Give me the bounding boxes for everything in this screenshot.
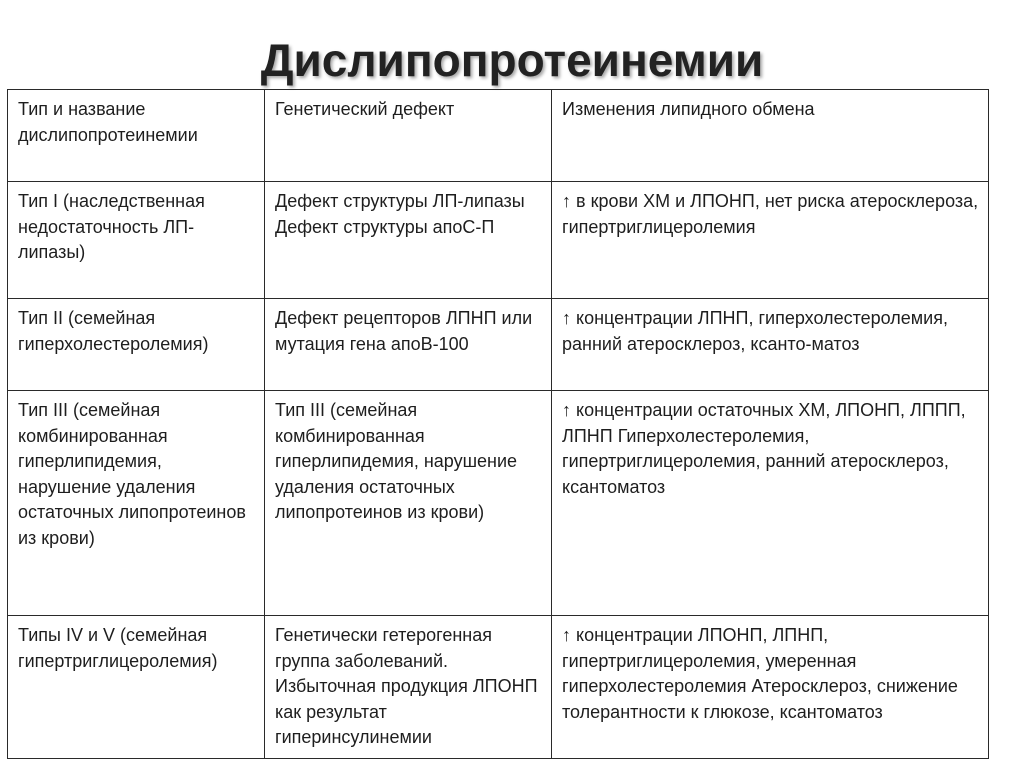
cell-genetic-defect: Дефект структуры ЛП-липазы Дефект структуры апоС-П [265, 182, 552, 299]
table-row [8, 182, 989, 299]
table-row [8, 299, 989, 391]
header-type-name: Тип и название дислипопротеинемии [8, 90, 265, 182]
cell-lipid-changes: ↑ концентрации остаточных ХМ, ЛПОНП, ЛППП, ЛПНП Гиперхолестеролемия, гипертриглицеролемия, ранний атеросклероз, ксантоматоз [552, 391, 989, 616]
cell-type: Типы IV и V (семейная гипертриглицеролемия) [8, 616, 265, 759]
page-title: Дислипопротеинемии [260, 34, 764, 86]
table-row [8, 616, 989, 759]
header-lipid-changes: Изменения липидного обмена [552, 90, 989, 182]
cell-type: Тип I (наследственная недостаточность ЛП-липазы) [8, 182, 265, 299]
cell-genetic-defect: Тип III (семейная комбинированная гиперлипидемия, нарушение удаления остаточных липопротеинов из крови) [265, 391, 552, 616]
header-genetic-defect: Генетический дефект [265, 90, 552, 182]
cell-type: Тип III (семейная комбинированная гиперлипидемия, нарушение удаления остаточных липопротеинов из крови) [8, 391, 265, 616]
cell-genetic-defect: Дефект рецепторов ЛПНП или мутация гена апоВ-100 [265, 299, 552, 391]
cell-lipid-changes: ↑ концентрации ЛПНП, гиперхолестеролемия, ранний атеросклероз, ксанто-матоз [552, 299, 989, 391]
cell-type: Тип II (семейная гиперхолестеролемия) [8, 299, 265, 391]
table-row [8, 391, 989, 616]
dyslipoproteinemia-table [7, 89, 989, 759]
cell-lipid-changes: ↑ концентрации ЛПОНП, ЛПНП, гипертриглицеролемия, умеренная гиперхолестеролемия Атеросклероз, снижение толерантности к глюкозе, ксантоматоз [552, 616, 989, 759]
cell-genetic-defect: Генетически гетерогенная группа заболеваний. Избыточная продукция ЛПОНП как результат гиперинсулинемии [265, 616, 552, 759]
table-header-row [8, 90, 989, 182]
cell-lipid-changes: ↑ в крови ХМ и ЛПОНП, нет риска атеросклероза, гипертриглицеролемия [552, 182, 989, 299]
